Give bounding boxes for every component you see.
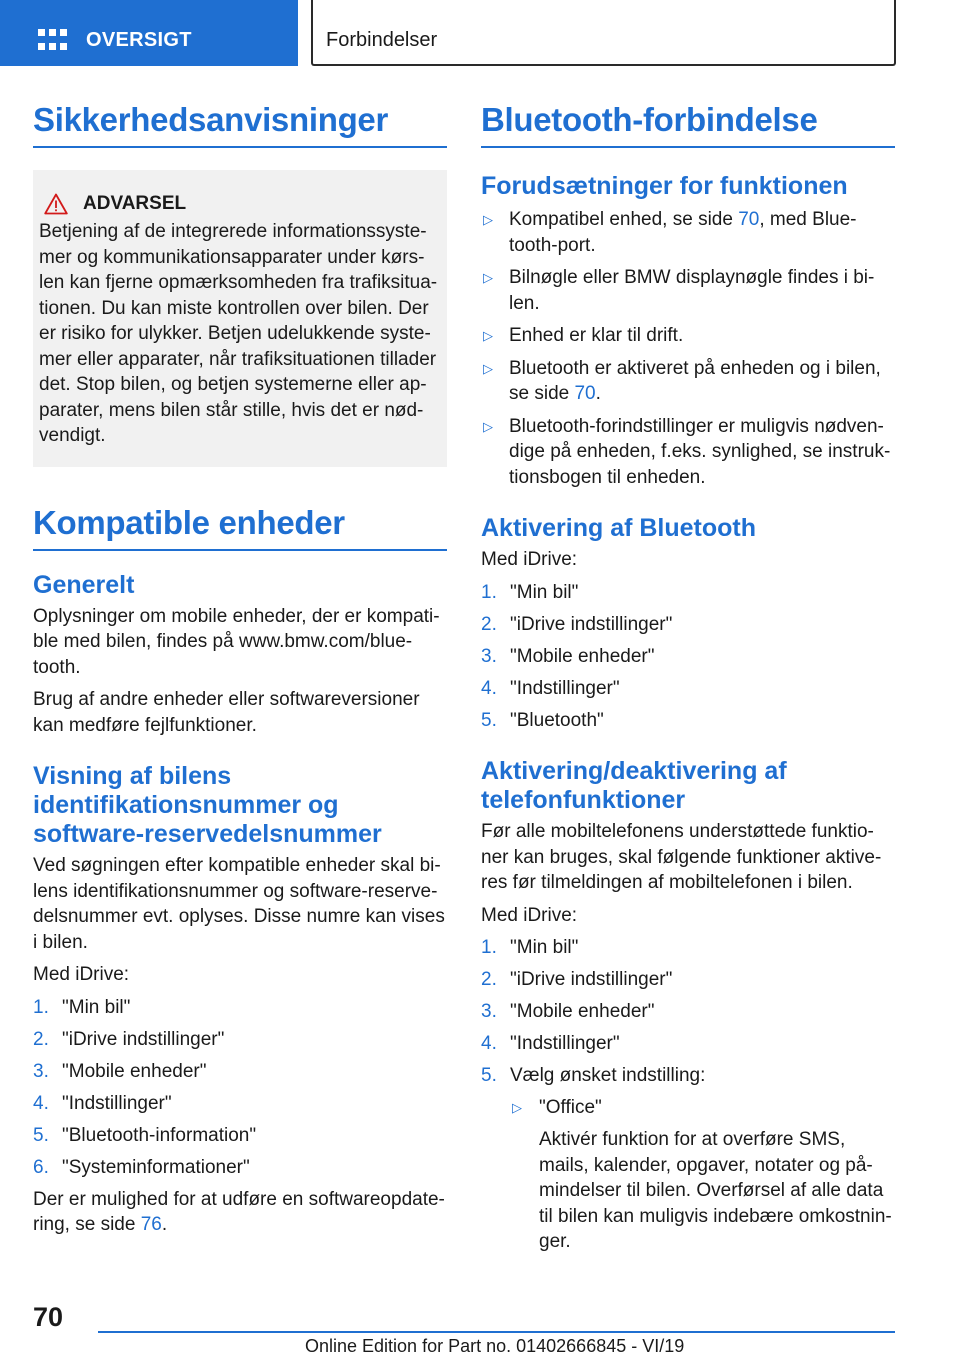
list-item: 3. "Mobile enheder" [481, 1001, 655, 1022]
phone-functions-heading: Aktivering/deaktivering af telefonfunktioner [481, 757, 787, 814]
list-item: 2. "iDrive indstillinger" [481, 613, 673, 635]
breadcrumb[interactable] [311, 0, 896, 66]
page-number: 70 [33, 1302, 64, 1332]
list-item: 4. "Indstillinger" [481, 1033, 620, 1054]
triangle-bullet-icon: ▷ [483, 328, 493, 343]
prerequisites-list [481, 207, 895, 490]
general-heading: Generelt [33, 570, 135, 599]
overview-tab-label: OVERSIGT [86, 29, 192, 51]
triangle-bullet-icon: ▷ [483, 418, 493, 434]
breadcrumb-label: Forbindelser [326, 29, 438, 51]
overview-tab[interactable] [0, 0, 298, 66]
phone-functions-steps [481, 935, 895, 1255]
vin-p1: Ved søgningen efter kompatible enheder skal bi-lens identifikationsnummer og software-reserve-delsnummer evt. oplyses. Disse numre kan vises i bilen. [33, 855, 445, 953]
edition-text: Online Edition for Part no. 01402666845 - VI/19 [305, 1336, 685, 1356]
warning-header [39, 193, 441, 215]
triangle-bullet-icon: ▷ [512, 1099, 522, 1115]
compatible-devices-title: Kompatible enheder [33, 503, 447, 551]
list-item: ▷ "Office" Aktivér funktion for at overføre SMS, mails, kalender, opgaver, notater og på-mindelser til bilen. Overførsel af alle data til bilen kan muligvis indebære omkostnin-ger. [510, 1095, 895, 1255]
list-item: ▷ Bluetooth-forindstillinger er muligvis nødven-dige på enheden, f.eks. synlighed, se instruk-tionsbogen til enheden. [483, 415, 891, 488]
bluetooth-title: Bluetooth-forbindelse [481, 100, 895, 148]
list-item: 2. "iDrive indstillinger" [33, 1028, 225, 1050]
list-item: 3. "Mobile enheder" [33, 1060, 207, 1082]
list-item: ▷ Enhed er klar til drift. [481, 323, 895, 349]
software-update-text: Der er mulighed for at udføre en softwareopdate-ring, se side 76. [33, 1188, 445, 1235]
right-column [481, 100, 895, 1261]
page-link[interactable]: 70 [738, 209, 760, 230]
page-link[interactable]: 76 [140, 1214, 162, 1235]
page-link[interactable]: 70 [574, 383, 596, 404]
activation-intro: Med iDrive: [481, 549, 578, 570]
general-p1: Oplysninger om mobile enheder, der er kompati-ble med bilen, findes på www.bmw.com/blue-tooth. [33, 605, 440, 678]
vin-heading: Visning af bilens identifikationsnummer og software-reservedelsnummer [33, 762, 382, 848]
list-item: ▷ Kompatibel enhed, se side 70, med Blue-tooth-port. [483, 209, 857, 256]
sub-list [510, 1095, 895, 1255]
activation-heading: Aktivering af Bluetooth [481, 514, 757, 542]
list-item: 3. "Mobile enheder" [481, 645, 655, 667]
warning-title: ADVARSEL [83, 193, 187, 214]
phone-functions-p1: Før alle mobiltelefonens understøttede funktio-ner kan bruges, skal følgende funktioner aktive-res før tilmeldingen af mobiltelefonen i bilen. [481, 821, 882, 893]
footer-divider [98, 1331, 895, 1333]
list-item: 1. "Min bil" [481, 937, 579, 958]
left-column [33, 100, 447, 1245]
general-p2: Brug af andre enheder eller softwareversioner kan medføre fejlfunktioner. [33, 689, 420, 736]
list-item: 5. "Bluetooth" [481, 709, 604, 731]
vin-steps [33, 995, 447, 1181]
prerequisites-heading: Forudsætninger for funktionen [481, 172, 848, 200]
list-item: 6. "Systeminformationer" [33, 1156, 250, 1178]
list-item: 1. "Min bil" [481, 581, 579, 603]
list-item: 5. "Bluetooth-information" [33, 1124, 257, 1146]
grid-icon [38, 29, 67, 51]
list-item: 4. "Indstillinger" [481, 677, 620, 699]
list-item: 1. "Min bil" [33, 996, 131, 1018]
list-item: 4. "Indstillinger" [33, 1092, 172, 1114]
warning-body: Betjening af de integrerede informationssyste-mer og kommunikationsapparater under kørs-len kan fjerne opmærksomheden fra trafiksitua-tionen. Du kan miste kontrollen over bilen. Der er risiko for ulykker. Betjen udelukkende syste-mer eller apparater, når trafiksituationen tillader det. Stop bilen, og betjen systemerne eller ap-parater, mens bilen står stille, hvis det er nød-vendigt. [39, 221, 438, 446]
warning-box [33, 170, 447, 467]
vin-p2: Med iDrive: [33, 964, 130, 985]
list-item: ▷ Bluetooth er aktiveret på enheden og i bilen, se side 70. [483, 357, 881, 404]
triangle-bullet-icon: ▷ [483, 270, 493, 285]
list-item: 5. Vælg ønsket indstilling: ▷ "Office" Aktivér funktion for at overføre SMS, mails, kalender, opgaver, notater og på-mindelser til bilen. Overførsel af alle data til bilen kan muligvis indebære omkostnin-ger. [481, 1063, 895, 1255]
list-item: 2. "iDrive indstillinger" [481, 969, 673, 990]
safety-title: Sikkerhedsanvisninger [33, 100, 447, 148]
triangle-bullet-icon: ▷ [483, 212, 493, 227]
activation-steps [481, 580, 895, 734]
office-description: Aktivér funktion for at overføre SMS, mails, kalender, opgaver, notater og på-mindelser til bilen. Overførsel af alle data til bilen kan muligvis indebære omkostnin-ger. [539, 1129, 892, 1252]
list-item: ▷ Bilnøgle eller BMW displaynøgle findes i bi-len. [483, 267, 875, 314]
triangle-bullet-icon: ▷ [483, 360, 493, 376]
phone-functions-intro: Med iDrive: [481, 904, 578, 926]
warning-triangle-icon [44, 193, 68, 215]
